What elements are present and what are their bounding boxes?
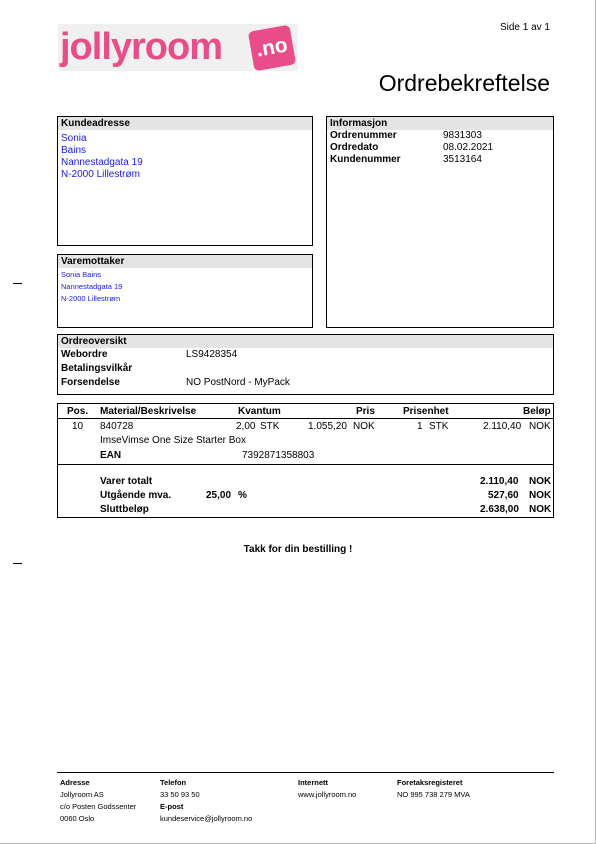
customer-line: N-2000 Lillestrøm: [61, 169, 140, 180]
line-amount-currency: NOK: [529, 421, 551, 432]
final-amount-label: Sluttbeløp: [100, 504, 149, 515]
vat-value: 527,60: [488, 490, 519, 501]
customer-address-box: [57, 116, 313, 246]
vat-label: Utgående mva.: [100, 490, 172, 501]
goods-total-value: 2.110,40: [480, 476, 519, 487]
info-row-order-date: [327, 142, 553, 154]
customer-line: Nannestadgata 19: [61, 157, 143, 168]
footer-registry-heading: Foretaksregisteret: [397, 778, 463, 787]
info-value: 08.02.2021: [443, 142, 494, 153]
document-title: Ordrebekreftelse: [378, 70, 550, 96]
footer-divider: [57, 772, 554, 773]
info-label: Ordrenummer: [330, 130, 397, 141]
fold-mark: [13, 283, 22, 284]
vat-rate: 25,00: [206, 490, 232, 501]
header-divider: [58, 418, 553, 419]
footer-internet: [298, 777, 356, 801]
col-header-amount: Beløp: [523, 406, 551, 417]
final-amount-currency: NOK: [529, 504, 552, 515]
goods-total-label: Varer totalt: [100, 476, 153, 487]
customer-line: Sonia: [61, 133, 87, 144]
overview-label: Forsendelse: [61, 377, 120, 388]
info-row-customer-number: [327, 154, 553, 166]
col-header-quantity: Kvantum: [238, 406, 281, 417]
info-label: Kundenummer: [330, 154, 401, 165]
page-number: Side 1 av 1: [499, 22, 550, 33]
line-description: ImseVimse One Size Starter Box: [100, 435, 246, 446]
overview-label: Betalingsvilkår: [61, 363, 133, 374]
line-amount: 2.110,40: [483, 421, 522, 432]
info-value: 9831303: [443, 130, 482, 141]
recipient-lines: [58, 268, 312, 306]
info-label: Ordredato: [330, 142, 379, 153]
footer-address-heading: Adresse: [60, 778, 90, 787]
footer-contact: [160, 777, 252, 825]
footer-address-line: 0060 Oslo: [60, 814, 95, 823]
ean-label: EAN: [100, 450, 122, 461]
overview-label: Webordre: [61, 349, 108, 360]
col-header-price-unit: Prisenhet: [403, 406, 449, 417]
footer-internet-heading: Internett: [298, 778, 328, 787]
recipient-line: Nannestadgata 19: [61, 282, 123, 291]
recipient-line: Sonia Bains: [61, 270, 102, 279]
footer-phone-heading: Telefon: [160, 778, 187, 787]
order-lines-table: [57, 403, 554, 518]
footer-website[interactable]: www.jollyroom.no: [298, 790, 357, 799]
customer-address-heading: Kundeadresse: [58, 117, 312, 130]
information-box: [326, 116, 554, 328]
order-overview-box: [57, 334, 554, 395]
logo-badge: .no: [248, 25, 296, 72]
overview-row-payment-terms: [58, 362, 553, 376]
line-price-currency: NOK: [353, 421, 375, 432]
overview-row-shipping: [58, 376, 553, 390]
recipient-box: [57, 254, 313, 328]
logo-text: jollyroom: [60, 26, 223, 68]
vat-currency: NOK: [529, 490, 552, 501]
footer-registry-number: NO 995 738 279 MVA: [397, 790, 470, 799]
line-quantity: 2,00: [236, 421, 256, 432]
overview-value: LS9428354: [186, 349, 238, 360]
vat-percent: %: [238, 490, 247, 501]
footer-address-line: c/o Posten Godssenter: [60, 802, 137, 811]
final-amount-value: 2.638,00: [480, 504, 519, 515]
footer-address-line: Jollyroom AS: [60, 790, 104, 799]
line-quantity-unit: STK: [260, 421, 280, 432]
footer-address: [60, 777, 136, 825]
information-heading: Informasjon: [327, 117, 553, 130]
col-header-price: Pris: [356, 406, 375, 417]
info-row-order-number: [327, 130, 553, 142]
footer-email-heading: E-post: [160, 802, 184, 811]
footer-registry: [397, 777, 470, 801]
line-price: 1.055,20: [308, 421, 347, 432]
jollyroom-logo: [58, 24, 298, 71]
footer-phone: 33 50 93 50: [160, 790, 200, 799]
line-pos: 10: [72, 421, 84, 432]
col-header-material: Material/Beskrivelse: [100, 406, 197, 417]
line-price-unit: STK: [429, 421, 449, 432]
totals-divider: [58, 464, 553, 465]
fold-mark: [13, 563, 22, 564]
thank-you-message: Takk for din bestilling !: [243, 544, 353, 555]
footer-email[interactable]: kundeservice@jollyroom.no: [160, 814, 253, 823]
customer-line: Bains: [61, 145, 87, 156]
recipient-line: N-2000 Lillestrøm: [61, 294, 121, 303]
line-price-unit-qty: 1: [417, 421, 423, 432]
col-header-pos: Pos.: [67, 406, 89, 417]
order-overview-heading: Ordreoversikt: [58, 335, 553, 348]
info-value: 3513164: [443, 154, 482, 165]
recipient-heading: Varemottaker: [58, 255, 312, 268]
overview-value: NO PostNord - MyPack: [186, 377, 290, 388]
customer-address-lines: [58, 130, 312, 184]
goods-total-currency: NOK: [529, 476, 552, 487]
overview-row-weborder: [58, 348, 553, 362]
line-material: 840728: [100, 421, 134, 432]
ean-value: 7392871358803: [242, 450, 315, 461]
